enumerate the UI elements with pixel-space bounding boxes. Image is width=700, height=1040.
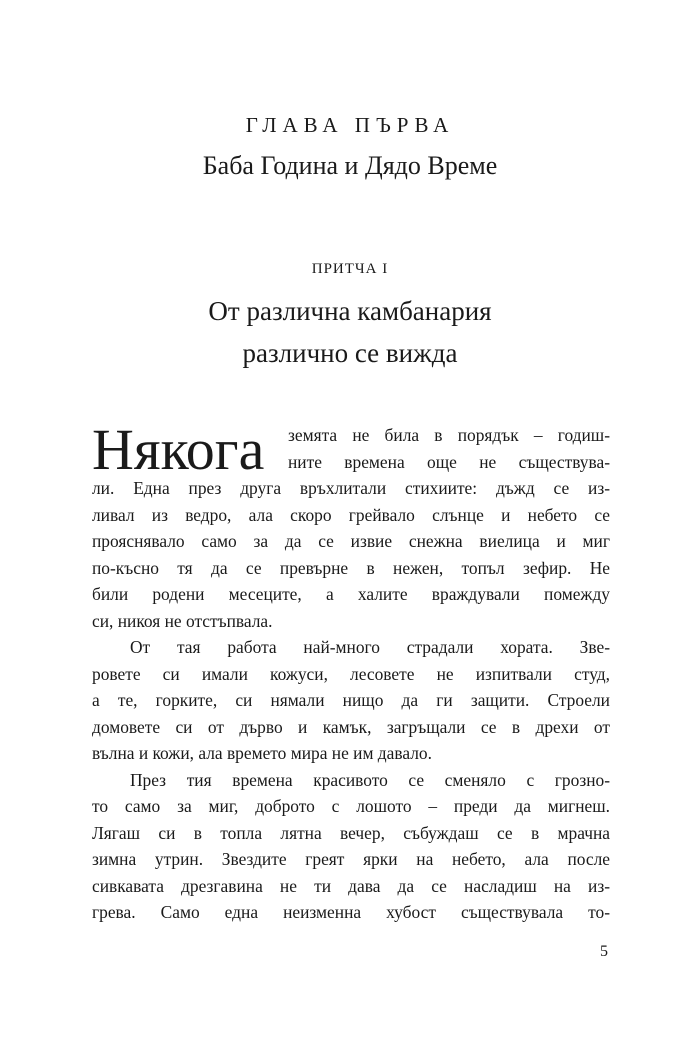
parable-label: ПРИТЧА I	[311, 261, 389, 277]
text-line: по-късно тя да се превърне в нежен, топъл зефир. Не	[92, 557, 610, 578]
text-line: ливал из ведро, ала скоро грейвало слънце и небето се	[92, 504, 610, 525]
text-line: вълна и кожи, ала времето мира не им давало.	[92, 743, 432, 763]
parable-title-line: От различна камбанария	[208, 296, 492, 326]
text-line: а те, горките, си нямали нищо да ги защити. Строели	[92, 690, 610, 710]
text-line: зимна утрин. Звездите греят ярки на небето, ала после	[92, 849, 610, 869]
text-line: ните времена още не съществува-	[288, 451, 610, 472]
text-line: били родени месеците, а халите враждували помежду	[92, 584, 610, 604]
text-line: През тия времена красивото се сменяло с грозно-	[130, 769, 610, 790]
text-line: ровете си имали кожуси, лесовете не изпитвали студ,	[92, 663, 610, 684]
paragraph-3	[92, 767, 610, 926]
text-line: грева. Само една неизменна хубост съществувала то-	[92, 902, 610, 922]
text-line: земята не била в порядък – годиш-	[288, 425, 610, 445]
text-line: От тая работа най-много страдали хората. Зве-	[130, 637, 610, 657]
paragraph-2	[92, 634, 610, 767]
text-line: Лягаш си в топла лятна вечер, събуждаш се в мрачна	[92, 822, 610, 843]
parable-title-line: различно се вижда	[242, 338, 458, 368]
dropcap-word: Някога	[92, 417, 265, 482]
paragraph-1	[92, 475, 610, 634]
dropcap-lines	[288, 422, 610, 475]
body-text	[92, 417, 610, 926]
text-line: домовете си от дърво и камък, загръщали се в дрехи от	[92, 716, 610, 737]
chapter-label: ГЛАВА ПЪРВА	[245, 113, 455, 137]
text-line: сивкавата дрезгавина не ти дава да се насладиш на из-	[92, 875, 610, 896]
parable-title	[0, 290, 700, 374]
text-line: то само за миг, доброто с лошото – преди да мигнеш.	[92, 796, 610, 816]
dropcap-row	[92, 417, 610, 482]
text-line: ли. Една през друга връхлитали стихиите: дъжд се из-	[92, 478, 610, 498]
text-line: си, никоя не отстъпвала.	[92, 610, 273, 631]
chapter-title: Баба Година и Дядо Време	[202, 151, 498, 180]
text-line: прояснявало само за да се извие снежна виелица и миг	[92, 531, 610, 551]
page-number: 5	[600, 943, 608, 960]
